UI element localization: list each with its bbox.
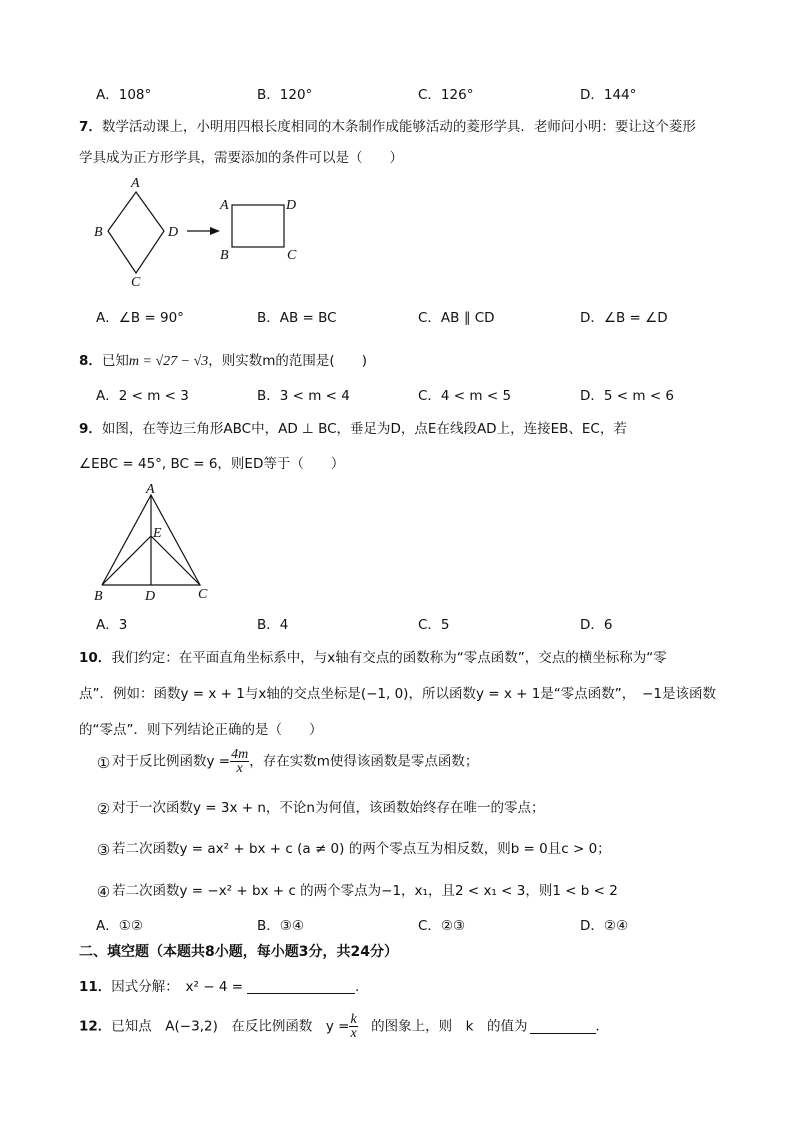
circle-four-icon: ④ <box>96 883 111 901</box>
q8-option-a: A．2 < m < 3 <box>96 388 189 404</box>
circle-one-icon: ① <box>96 753 111 772</box>
q11-answer-blank[interactable] <box>247 979 355 994</box>
q6-option-a: A．108° <box>96 87 152 103</box>
q9-number: 9． <box>79 421 102 437</box>
q8-option-b: B．3 < m < 4 <box>257 388 350 404</box>
q9-option-b: B．4 <box>257 617 289 633</box>
triangle-label-b: B <box>94 589 103 604</box>
q11-number: 11． <box>79 979 112 995</box>
square-label-d: D <box>286 198 297 213</box>
q12-number: 12． <box>79 1018 112 1035</box>
q7-option-a: A．∠B = 90° <box>96 310 184 326</box>
q10-line1 <box>79 646 667 666</box>
square-shape <box>232 205 284 247</box>
triangle-label-a: A <box>146 482 155 497</box>
rhombus-label-d: D <box>168 225 179 240</box>
q7-line2: 学具成为正方形学具，需要添加的条件可以是（ ） <box>79 150 403 166</box>
q8-text-post: ，则实数m的范围是( ) <box>208 353 367 369</box>
q12-line <box>79 1013 609 1040</box>
square-label-c: C <box>287 248 297 263</box>
q8-option-c: C．4 < m < 5 <box>418 388 512 404</box>
q8-text-pre: 已知 <box>101 353 129 369</box>
rhombus-label-b: B <box>94 225 103 240</box>
q10-statement-2 <box>96 796 544 817</box>
section-title-fill-in: 二、填空题（本题共8小题，每小题3分，共24分） <box>79 944 398 960</box>
q9-line2: ∠EBC = 45°, BC = 6，则ED等于（ ） <box>79 456 345 472</box>
q11-end: . <box>355 979 360 995</box>
q7-option-b: B．AB = BC <box>257 310 337 326</box>
square-label-a: A <box>220 198 229 213</box>
statement-1-pre: 对于反比例函数y = <box>112 753 231 770</box>
rhombus-shape <box>108 192 164 273</box>
q10-statement-3 <box>96 837 611 858</box>
q10-line3: 的“零点”．则下列结论正确的是（ ） <box>79 722 323 738</box>
q7-line1 <box>79 115 696 135</box>
q6-option-c: C．126° <box>418 87 474 103</box>
segment-ec <box>151 536 200 585</box>
q8-expression: m = √27 − √3 <box>128 354 209 369</box>
q9-figure <box>90 480 220 605</box>
q6-option-d: D．144° <box>580 87 637 103</box>
q10-option-b: B．③④ <box>257 918 304 934</box>
q9-option-a: A．3 <box>96 617 128 633</box>
q10-statement-4 <box>96 879 618 900</box>
q6-option-b: B．120° <box>257 87 313 103</box>
triangle-label-e: E <box>153 526 162 541</box>
circle-two-icon: ② <box>96 800 111 818</box>
q10-statement-1 <box>96 748 478 775</box>
statement-2-text: 对于一次函数y = 3x + n，不论n为何值，该函数始终存在唯一的零点； <box>112 800 545 816</box>
q11-text: 因式分解： x² − 4 = <box>111 979 244 995</box>
fraction-4m-over-x <box>230 748 249 775</box>
q8-number: 8． <box>79 353 102 369</box>
circle-three-icon: ③ <box>96 841 111 859</box>
triangle-label-c: C <box>198 587 208 602</box>
q10-option-d: D．②④ <box>580 918 629 934</box>
fraction-numerator: k <box>350 1012 357 1027</box>
arrow-head-icon <box>210 227 220 235</box>
q9-line1 <box>79 417 627 437</box>
q9-text-1: 如图，在等边三角形ABC中，AD ⊥ BC，垂足为D，点E在线段AD上，连接EB、EC，若 <box>101 421 627 437</box>
q7-text-1: 数学活动课上，小明用四根长度相同的木条制作成能够活动的菱形学具．老师问小明：要让这个菱形 <box>101 119 696 135</box>
q11-line <box>79 975 359 995</box>
q7-option-c: C．AB ∥ CD <box>418 310 495 326</box>
q12-text-post: 的图象上，则 k 的值为 <box>357 1018 528 1035</box>
q7-figure <box>90 170 310 290</box>
q8-line <box>79 349 367 370</box>
triangle-label-d: D <box>145 589 156 604</box>
q10-line2: 点”．例如：函数y = x + 1与x轴的交点坐标是(−1, 0)，所以函数y = x + 1是“零点函数”， −1是该函数 <box>79 686 716 702</box>
segment-eb <box>102 536 151 585</box>
q10-text-1: 我们约定：在平面直角坐标系中，与x轴有交点的函数称为“零点函数”，交点的横坐标称为“零 <box>111 650 667 666</box>
q9-option-d: D．6 <box>580 617 613 633</box>
rhombus-label-c: C <box>131 275 141 290</box>
fraction-denominator: x <box>236 761 243 776</box>
fraction-k-over-x <box>349 1013 357 1040</box>
q10-option-c: C．②③ <box>418 918 466 934</box>
q10-option-a: A．①② <box>96 918 143 934</box>
statement-3-text: 若二次函数y = ax² + bx + c (a ≠ 0) 的两个零点互为相反数，则b = 0且c > 0； <box>112 841 611 857</box>
q12-text-pre: 已知点 A(−3,2) 在反比例函数 y = <box>111 1018 350 1035</box>
q8-option-d: D．5 < m < 6 <box>580 388 675 404</box>
fraction-denominator: x <box>350 1026 357 1041</box>
q10-number: 10． <box>79 650 112 666</box>
square-label-b: B <box>220 248 229 263</box>
q12-end: ． <box>595 1018 609 1035</box>
rhombus-label-a: A <box>131 176 140 191</box>
statement-4-text: 若二次函数y = −x² + bx + c 的两个零点为−1，x₁，且2 < x₁ < 3，则1 < b < 2 <box>112 883 618 899</box>
q9-option-c: C．5 <box>418 617 450 633</box>
q7-option-d: D．∠B = ∠D <box>580 310 668 326</box>
statement-1-post: ，存在实数m使得该函数是零点函数； <box>249 753 479 770</box>
fraction-numerator: 4m <box>231 747 249 762</box>
q7-number: 7． <box>79 119 102 135</box>
q12-answer-blank[interactable] <box>530 1019 596 1034</box>
